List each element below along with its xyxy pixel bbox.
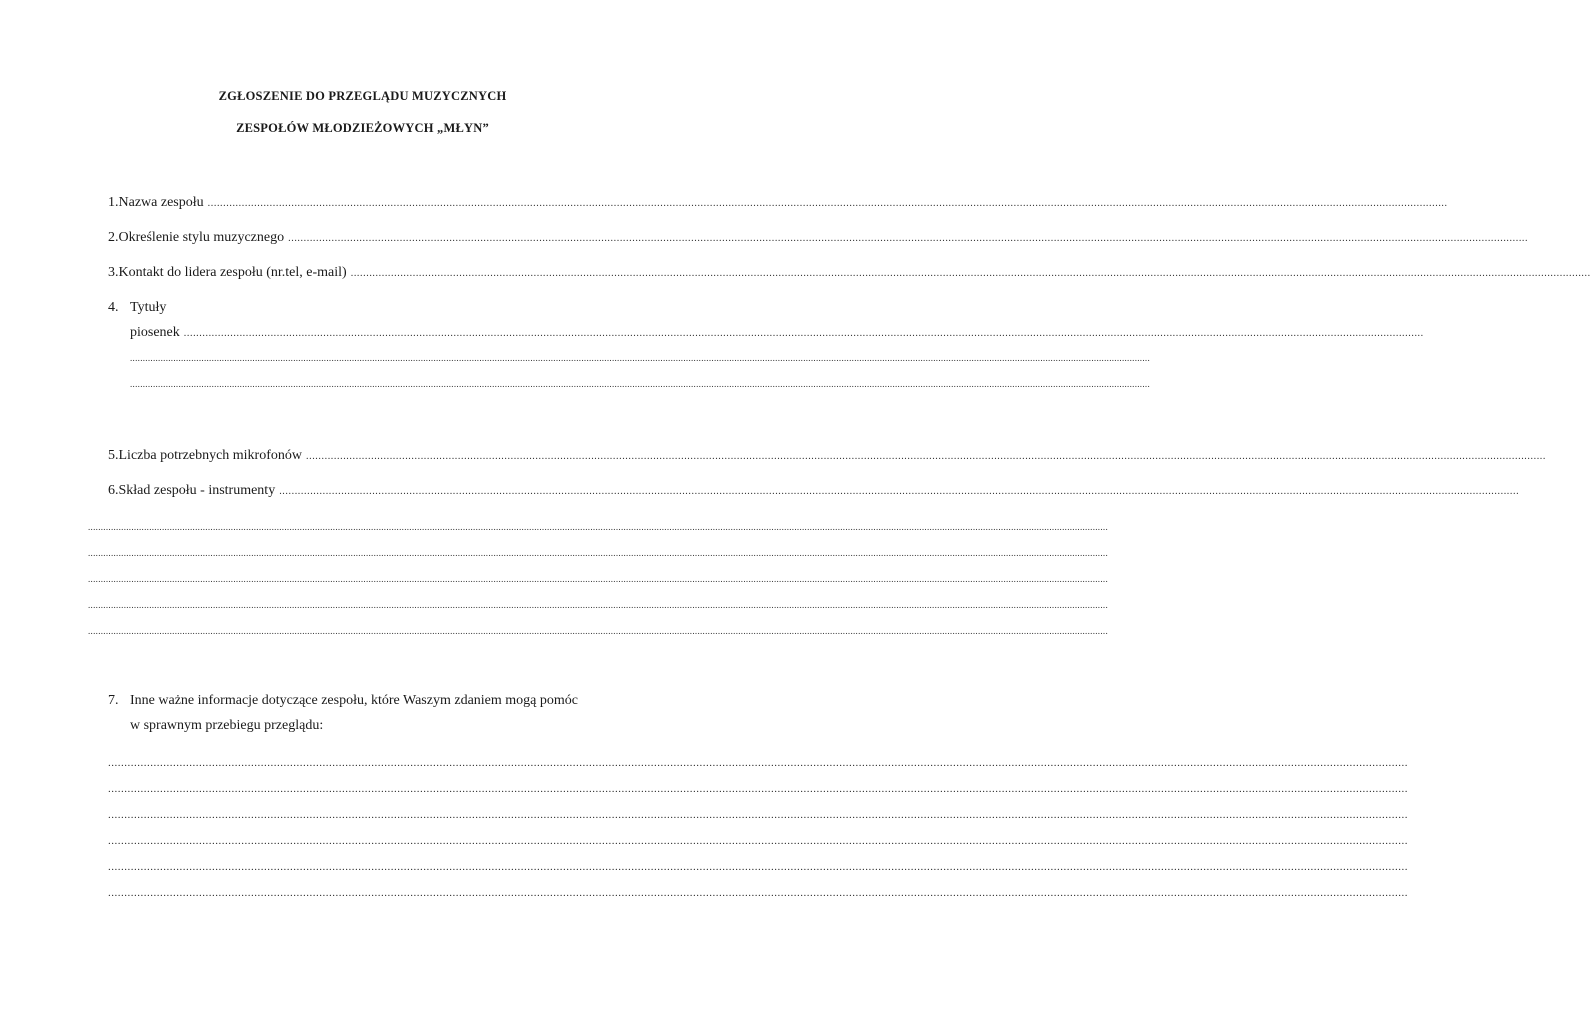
field-label: Nazwa zespołu (118, 195, 204, 210)
fill-line[interactable]: ................................................................................................................................................................................................................................................................................................................................................................................................................ (88, 522, 1108, 532)
field-song-titles[interactable] (108, 299, 636, 317)
item-number: 2. (108, 230, 119, 245)
field-label-continued: w sprawnym przebiegu przeglądu: (130, 718, 324, 733)
fill-line[interactable]: ................................................................................................................................................................................................................................................................................................................................................................................................................ (88, 600, 1108, 610)
fill-line[interactable]: ................................................................................................................................................................................................................................................................................................................................................................................................................ (108, 835, 1408, 847)
field-leader-contact[interactable] (108, 264, 1591, 283)
field-label-continued: piosenek (130, 325, 180, 340)
field-label: Liczba potrzebnych mikrofonów (118, 448, 302, 463)
field-label: Określenie stylu muzycznego (118, 230, 285, 245)
item-number: 7. (108, 693, 119, 708)
field-microphone-count[interactable] (108, 447, 1546, 466)
fill-line[interactable]: ................................................................................................................................................................................................................................................................................................................................................................................................................ (279, 486, 1520, 497)
field-other-info (108, 692, 636, 710)
fill-line[interactable]: ................................................................................................................................................................................................................................................................................................................................................................................................................ (288, 233, 1529, 244)
item-number: 1. (108, 195, 119, 210)
item-number: 4. (108, 300, 119, 315)
fill-line[interactable]: ................................................................................................................................................................................................................................................................................................................................................................................................................ (108, 887, 1408, 899)
fill-line[interactable]: ................................................................................................................................................................................................................................................................................................................................................................................................................ (207, 198, 1448, 209)
form-title-line-2: ZESPOŁÓW MŁODZIEŻOWYCH „MŁYN” (236, 121, 489, 135)
field-band-lineup[interactable] (108, 482, 1520, 501)
field-song-titles-row[interactable] (130, 324, 1424, 343)
fill-line[interactable]: ................................................................................................................................................................................................................................................................................................................................................................................................................ (130, 379, 1150, 389)
fill-line[interactable]: ................................................................................................................................................................................................................................................................................................................................................................................................................ (108, 861, 1408, 873)
field-label: Kontakt do lidera zespołu (nr.tel, e-mail) (118, 265, 347, 280)
fill-line[interactable]: ................................................................................................................................................................................................................................................................................................................................................................................................................ (108, 783, 1408, 795)
fill-line[interactable]: ................................................................................................................................................................................................................................................................................................................................................................................................................ (88, 574, 1108, 584)
fill-line[interactable]: ................................................................................................................................................................................................................................................................................................................................................................................................................ (108, 809, 1408, 821)
fill-line[interactable]: ................................................................................................................................................................................................................................................................................................................................................................................................................ (306, 451, 1546, 462)
fill-line[interactable]: ................................................................................................................................................................................................................................................................................................................................................................................................................ (183, 328, 1424, 339)
form-title-line-1: ZGŁOSZENIE DO PRZEGLĄDU MUZYCZNYCH (218, 89, 507, 103)
item-number: 6. (108, 483, 119, 498)
fill-line[interactable]: ................................................................................................................................................................................................................................................................................................................................................................................................................ (88, 548, 1108, 558)
fill-line[interactable]: ................................................................................................................................................................................................................................................................................................................................................................................................................ (88, 626, 1108, 636)
field-label: Tytuły (130, 300, 167, 315)
field-band-name[interactable] (108, 194, 1448, 213)
field-music-style[interactable] (108, 229, 1529, 248)
fill-line[interactable]: ................................................................................................................................................................................................................................................................................................................................................................................................................ (350, 268, 1591, 279)
item-number: 3. (108, 265, 119, 280)
item-number: 5. (108, 448, 119, 463)
fill-line[interactable]: ................................................................................................................................................................................................................................................................................................................................................................................................................ (108, 757, 1408, 769)
fill-line[interactable]: ................................................................................................................................................................................................................................................................................................................................................................................................................ (130, 353, 1150, 363)
field-label: Skład zespołu - instrumenty (118, 483, 276, 498)
field-label: Inne ważne informacje dotyczące zespołu, które Waszym zdaniem mogą pomóc (130, 693, 578, 708)
